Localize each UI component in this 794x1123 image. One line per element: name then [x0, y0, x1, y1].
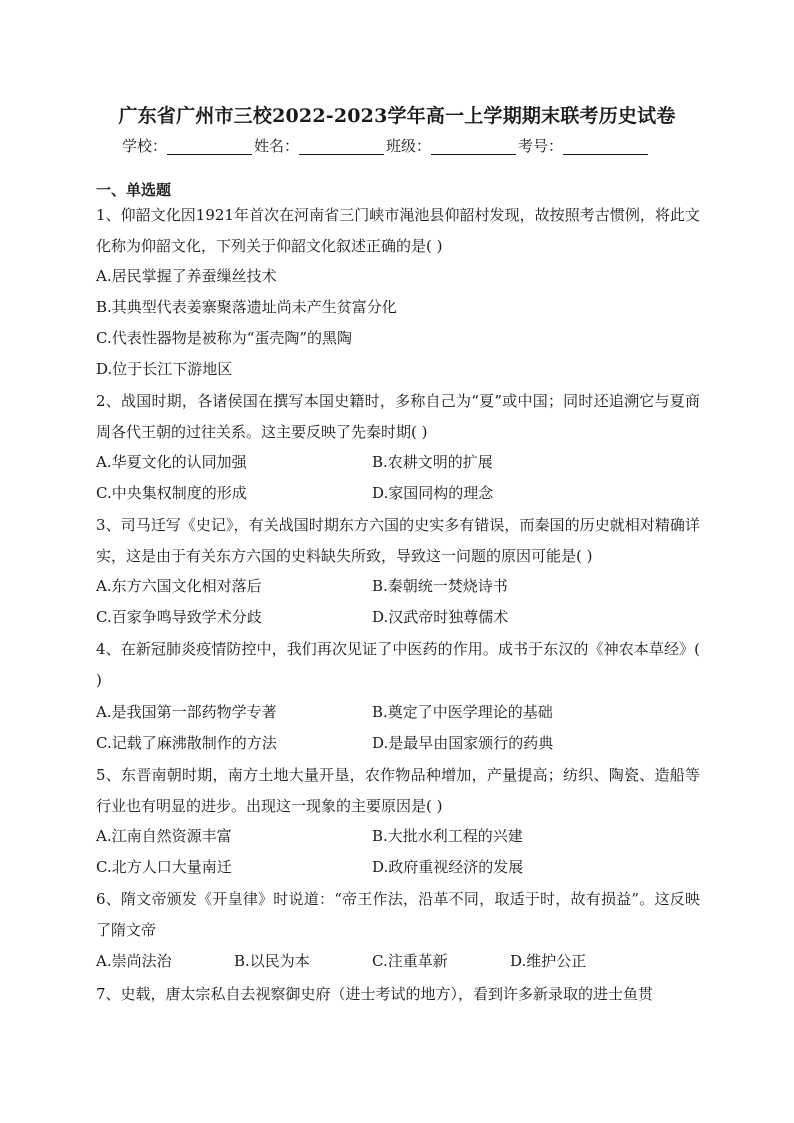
question-3-option-b[interactable]: B.秦朝统一焚烧诗书 — [372, 577, 508, 595]
section-title: 一、单选题 — [96, 181, 172, 199]
question-2-option-a[interactable]: A.华夏文化的认同加强 — [96, 453, 247, 471]
question-7-stem: 7、史载，唐太宗私自去视察御史府（进士考试的地方），看到许多新录取的进士鱼贯 — [96, 985, 654, 1003]
school-blank[interactable] — [167, 138, 252, 155]
name-blank[interactable] — [299, 138, 384, 155]
class-label: 班级： — [386, 137, 432, 155]
question-6-stem: 6、隋文帝颁发《开皇律》时说道：“帝王作法，沿革不同，取适于时，故有损益”。这反映了隋文帝 — [96, 890, 700, 939]
question-2-option-b[interactable]: B.农耕文明的扩展 — [372, 453, 493, 471]
question-1-option-c[interactable]: C.代表性器物是被称为“蛋壳陶”的黑陶 — [96, 329, 353, 347]
question-4-option-c[interactable]: C.记载了麻沸散制作的方法 — [96, 734, 277, 752]
school-label: 学校： — [122, 137, 168, 155]
question-6-option-b[interactable]: B.以民为本 — [234, 952, 310, 970]
question-3-option-c[interactable]: C.百家争鸣导致学术分歧 — [96, 608, 262, 626]
question-6-option-a[interactable]: A.崇尚法治 — [96, 952, 172, 970]
question-2-stem: 2、战国时期，各诸侯国在撰写本国史籍时，多称自己为“夏”或中国；同时还追溯它与夏商周各代王朝的过往关系。这主要反映了先秦时期( ) — [96, 392, 700, 441]
question-1-stem: 1、仰韶文化因1921年首次在河南省三门峡市渑池县仰韶村发现，故按照考古惯例，将此文化称为仰韶文化，下列关于仰韶文化叙述正确的是( ) — [96, 206, 700, 255]
question-1-option-b[interactable]: B.其典型代表姜寨聚落遗址尚未产生贫富分化 — [96, 298, 397, 316]
question-6-option-d[interactable]: D.维护公正 — [510, 952, 587, 970]
exam-no-blank[interactable] — [563, 138, 648, 155]
question-5-stem: 5、东晋南朝时期，南方土地大量开垦，农作物品种增加，产量提高；纺织、陶瓷、造船等行业也有明显的进步。出现这一现象的主要原因是( ) — [96, 766, 700, 815]
question-4-stem: 4、在新冠肺炎疫情防控中，我们再次见证了中医药的作用。成书于东汉的《神农本草经》( ) — [96, 640, 700, 689]
question-1-option-d[interactable]: D.位于长江下游地区 — [96, 360, 233, 378]
question-5-option-c[interactable]: C.北方人口大量南迁 — [96, 858, 232, 876]
question-1-option-a[interactable]: A.居民掌握了养蚕缫丝技术 — [96, 267, 277, 285]
exam-title: 广东省广州市三校2022-2023学年高一上学期期末联考历史试卷 — [118, 105, 676, 127]
question-3-option-a[interactable]: A.东方六国文化相对落后 — [96, 577, 262, 595]
question-2-option-d[interactable]: D.家国同构的理念 — [372, 484, 494, 502]
question-4-option-a[interactable]: A.是我国第一部药物学专著 — [96, 703, 277, 721]
question-5-option-d[interactable]: D.政府重视经济的发展 — [372, 858, 524, 876]
question-2-option-c[interactable]: C.中央集权制度的形成 — [96, 484, 247, 502]
question-4-option-d[interactable]: D.是最早由国家颁行的药典 — [372, 734, 554, 752]
question-3-option-d[interactable]: D.汉武帝时独尊儒术 — [372, 608, 509, 626]
class-blank[interactable] — [431, 138, 516, 155]
name-label: 姓名： — [254, 137, 300, 155]
question-6-option-c[interactable]: C.注重革新 — [372, 952, 448, 970]
question-4-option-b[interactable]: B.奠定了中医学理论的基础 — [372, 703, 553, 721]
question-3-stem: 3、司马迁写《史记》，有关战国时期东方六国的史实多有错误，而秦国的历史就相对精确详实，这是由于有关东方六国的史料缺失所致，导致这一问题的原因可能是( ) — [96, 516, 700, 565]
question-5-option-b[interactable]: B.大批水利工程的兴建 — [372, 827, 523, 845]
exam-no-label: 考号： — [518, 137, 564, 155]
question-5-option-a[interactable]: A.江南自然资源丰富 — [96, 827, 232, 845]
student-info-line — [122, 135, 650, 157]
